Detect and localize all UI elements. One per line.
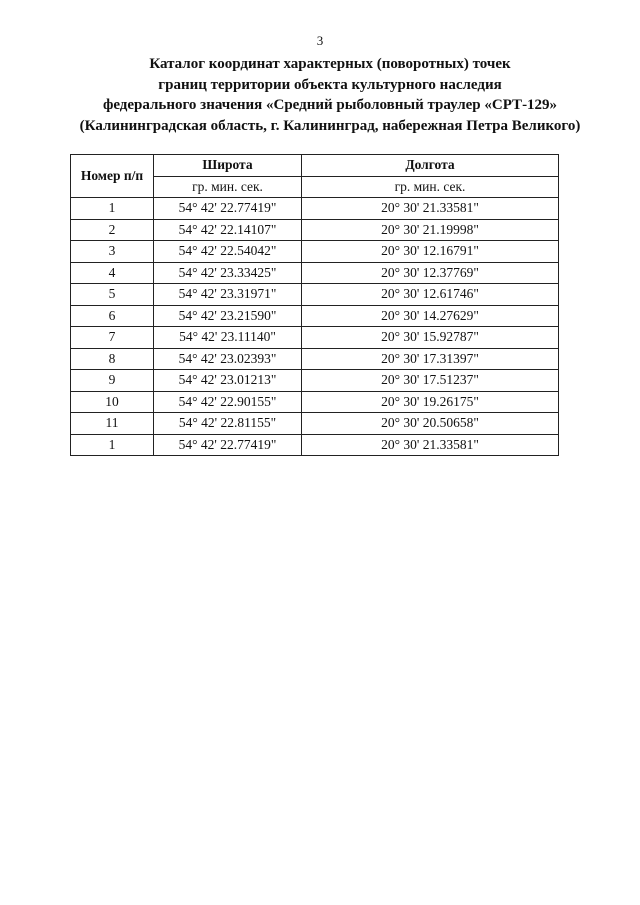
table-row [71, 241, 559, 263]
cell-latitude: 54° 42' 23.21590" [154, 305, 302, 327]
page-number: 3 [316, 33, 324, 48]
title-line: Каталог координат характерных (поворотных) точек [149, 56, 511, 72]
cell-longitude: 20° 30' 12.16791" [302, 241, 559, 263]
header-longitude: Долгота [302, 155, 559, 177]
table-row [71, 434, 559, 456]
table-row [71, 327, 559, 349]
cell-longitude: 20° 30' 12.37769" [302, 262, 559, 284]
cell-latitude: 54° 42' 22.81155" [154, 413, 302, 435]
cell-number: 1 [71, 434, 154, 456]
header-number: Номер п/п [71, 155, 154, 198]
coordinates-table [70, 154, 559, 456]
table-row [71, 198, 559, 220]
header-latitude-units: гр. мин. сек. [154, 176, 302, 198]
cell-latitude: 54° 42' 23.02393" [154, 348, 302, 370]
cell-number: 2 [71, 219, 154, 241]
cell-longitude: 20° 30' 15.92787" [302, 327, 559, 349]
table-row [71, 348, 559, 370]
table-row [71, 413, 559, 435]
cell-longitude: 20° 30' 21.33581" [302, 198, 559, 220]
cell-latitude: 54° 42' 22.77419" [154, 434, 302, 456]
cell-latitude: 54° 42' 22.14107" [154, 219, 302, 241]
cell-number: 4 [71, 262, 154, 284]
cell-longitude: 20° 30' 17.31397" [302, 348, 559, 370]
cell-longitude: 20° 30' 21.33581" [302, 434, 559, 456]
cell-number: 8 [71, 348, 154, 370]
table-row [71, 305, 559, 327]
table-row [71, 391, 559, 413]
title-line: федерального значения «Средний рыболовный траулер «СРТ-129» [102, 97, 558, 113]
cell-number: 9 [71, 370, 154, 392]
title-line: границ территории объекта культурного наследия [158, 76, 502, 93]
cell-longitude: 20° 30' 19.26175" [302, 391, 559, 413]
cell-number: 5 [71, 284, 154, 306]
table-row [71, 219, 559, 241]
cell-number: 6 [71, 305, 154, 327]
document-title [40, 54, 620, 136]
cell-number: 1 [71, 198, 154, 220]
cell-number: 10 [71, 391, 154, 413]
cell-longitude: 20° 30' 14.27629" [302, 305, 559, 327]
header-latitude: Широта [154, 155, 302, 177]
cell-longitude: 20° 30' 12.61746" [302, 284, 559, 306]
cell-latitude: 54° 42' 23.31971" [154, 284, 302, 306]
cell-latitude: 54° 42' 23.11140" [154, 327, 302, 349]
cell-longitude: 20° 30' 20.50658" [302, 413, 559, 435]
table-row [71, 262, 559, 284]
table-row [71, 284, 559, 306]
cell-latitude: 54° 42' 23.33425" [154, 262, 302, 284]
header-longitude-units: гр. мин. сек. [302, 176, 559, 198]
cell-latitude: 54° 42' 22.90155" [154, 391, 302, 413]
cell-latitude: 54° 42' 23.01213" [154, 370, 302, 392]
cell-number: 7 [71, 327, 154, 349]
cell-longitude: 20° 30' 17.51237" [302, 370, 559, 392]
table-row [71, 370, 559, 392]
cell-number: 3 [71, 241, 154, 263]
cell-latitude: 54° 42' 22.54042" [154, 241, 302, 263]
header-row [71, 155, 559, 177]
cell-number: 11 [71, 413, 154, 435]
title-line: (Калининградская область, г. Калининград, набережная Петра Великого) [79, 117, 581, 134]
cell-longitude: 20° 30' 21.19998" [302, 219, 559, 241]
cell-latitude: 54° 42' 22.77419" [154, 198, 302, 220]
